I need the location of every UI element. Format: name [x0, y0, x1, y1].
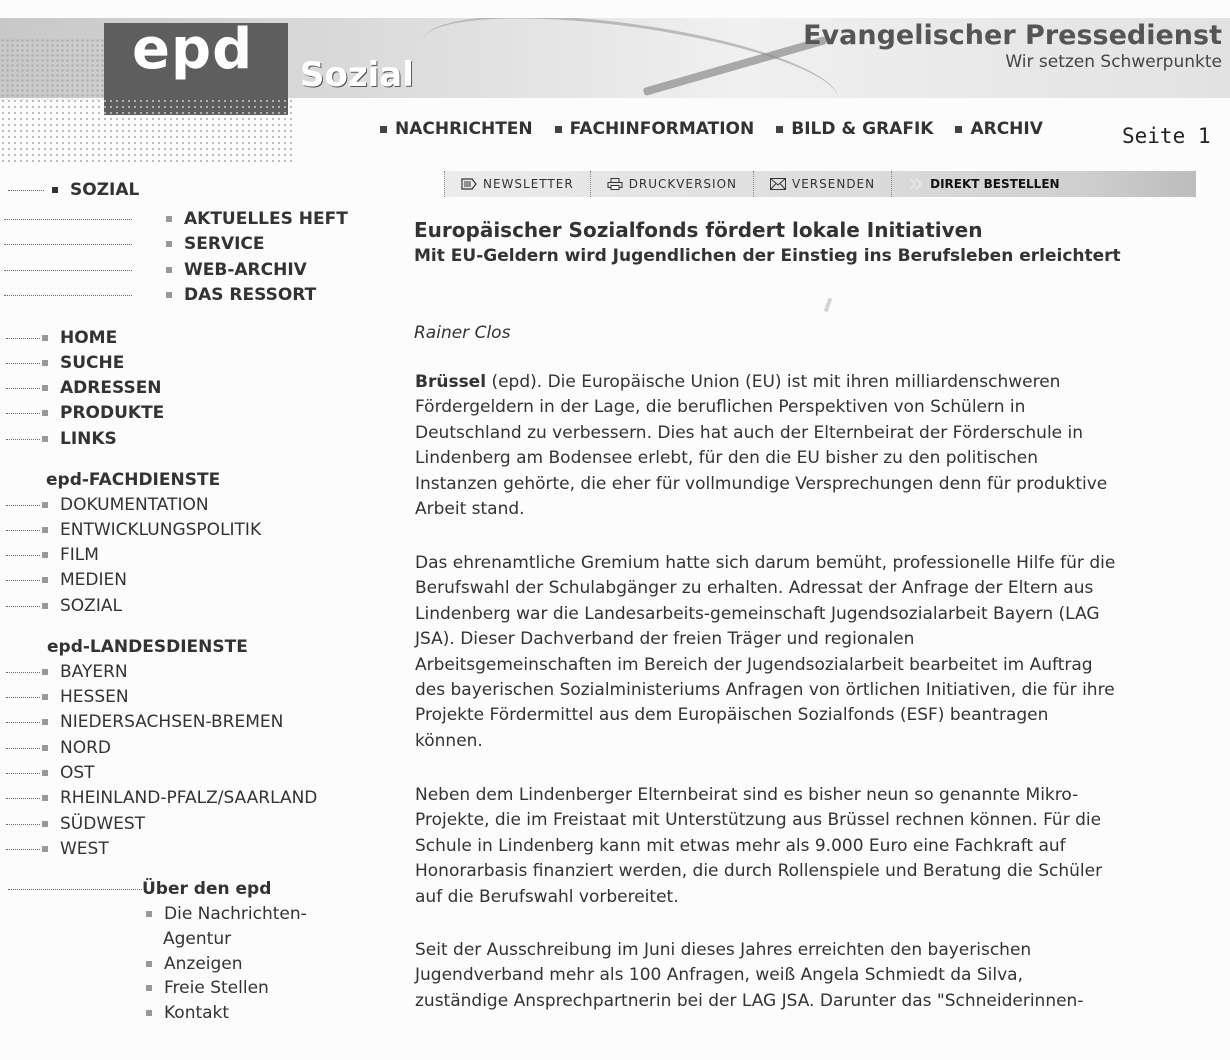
dotted-leader: [6, 824, 40, 825]
sidebar-label: ADRESSEN: [60, 378, 162, 398]
dotted-leader: [4, 295, 132, 296]
sidebar-label: NORD: [60, 738, 111, 758]
sidebar-item-adressen[interactable]: [6, 378, 162, 398]
sidebar-item-das-ressort[interactable]: [4, 285, 316, 305]
paragraph-line: Seit der Ausschreibung im Juni dieses Jahres erreichten den bayerischen: [415, 940, 1032, 960]
bullet-icon: [42, 410, 48, 416]
about-item-label: Kontakt: [164, 1003, 230, 1023]
send-button[interactable]: [753, 171, 891, 197]
sidebar-label: PRODUKTE: [60, 403, 165, 423]
bullet-icon: [380, 126, 387, 133]
sidebar-item-hessen[interactable]: [6, 687, 129, 707]
dotted-leader: [8, 889, 142, 890]
bullet-icon: [166, 241, 172, 247]
sidebar-label: SOZIAL: [70, 180, 140, 200]
bullet-icon: [42, 502, 48, 508]
sidebar-label: OST: [60, 763, 95, 783]
bullet-icon: [776, 126, 783, 133]
sidebar-label: DAS RESSORT: [184, 285, 317, 305]
print-version-button[interactable]: [590, 171, 753, 197]
dotted-leader: [6, 773, 40, 774]
sidebar-label: SÜDWEST: [60, 814, 146, 834]
sidebar-label: FILM: [60, 545, 99, 565]
fachdienste-heading: epd-FACHDIENSTE: [46, 470, 221, 490]
article-subtitle: Mit EU-Geldern wird Jugendlichen der Einstieg ins Berufsleben erleichtert: [414, 246, 1121, 266]
sidebar-label: SERVICE: [184, 234, 265, 254]
bullet-icon: [166, 292, 172, 298]
bullet-icon: [52, 187, 58, 193]
section-logo-text: Sozial: [300, 55, 414, 95]
dotted-leader: [4, 244, 132, 245]
nav-label: NACHRICHTEN: [395, 119, 533, 139]
sidebar-label: HOME: [60, 328, 118, 348]
article-title: Europäischer Sozialfonds fördert lokale Initiativen: [414, 218, 983, 242]
bullet-icon: [42, 527, 48, 533]
bullet-icon: [146, 1010, 152, 1016]
about-item-nachrichten-agentur-cont[interactable]: Agentur: [163, 929, 232, 949]
order-button[interactable]: [891, 171, 1075, 197]
dotted-leader: [6, 722, 40, 723]
main-navigation: [380, 119, 1043, 139]
bullet-icon: [42, 719, 48, 725]
sidebar-label: NIEDERSACHSEN-BREMEN: [60, 712, 284, 732]
nav-item-bild-grafik[interactable]: [776, 119, 933, 139]
paragraph-line: Deutschland zu verbessern. Dies hat auch der Elternbeirat der Förderschule in: [415, 422, 1084, 443]
about-item-label: Anzeigen: [164, 954, 243, 974]
sidebar-item-medien[interactable]: [6, 570, 127, 590]
sidebar-label: BAYERN: [60, 662, 128, 682]
about-item-anzeigen[interactable]: [144, 954, 243, 974]
dotted-leader: [6, 363, 40, 364]
about-heading[interactable]: [8, 879, 271, 899]
dotted-leader: [6, 672, 40, 673]
paragraph-line: Neben dem Lindenberger Elternbeirat sind es bisher neun so genannte Mikro-: [415, 785, 1079, 805]
bullet-icon: [955, 126, 962, 133]
bullet-icon: [146, 961, 152, 967]
sidebar-label: RHEINLAND-PFALZ/SAARLAND: [60, 788, 318, 808]
sidebar-label: AKTUELLES HEFT: [184, 209, 348, 229]
paragraph-line: Jugendverband mehr als 100 Anfragen, weiß Angela Schmiedt da Silva,: [415, 965, 1023, 986]
send-label: VERSENDEN: [792, 177, 876, 191]
sidebar-item-film[interactable]: [6, 545, 99, 565]
dotted-leader: [6, 439, 40, 440]
paragraph-line: auf die Berufswahl vorbereitet.: [415, 886, 679, 907]
bullet-icon: [42, 745, 48, 751]
nav-label: BILD & GRAFIK: [791, 119, 934, 139]
dotted-leader: [6, 697, 40, 698]
bullet-icon: [42, 770, 48, 776]
paragraph-line: Das ehrenamtliche Gremium hatte sich darum bemüht, professionelle Hilfe für die: [415, 553, 1116, 573]
bullet-icon: [42, 360, 48, 366]
bullet-icon: [166, 267, 172, 273]
sidebar-label: ENTWICKLUNGSPOLITIK: [60, 520, 262, 540]
bullet-icon: [42, 694, 48, 700]
dotted-leader: [6, 388, 40, 389]
printer-icon: [607, 178, 623, 190]
landesdienste-heading: epd-LANDESDIENSTE: [47, 637, 248, 657]
publisher-name: Evangelischer Pressedienst: [803, 20, 1222, 51]
page-number: Seite 1: [1122, 124, 1211, 148]
sidebar-item-dokumentation[interactable]: [6, 495, 209, 515]
paragraph-line: Arbeitsgemeinschaften im Bereich der Jugendsozialarbeit bearbeitet im Auftrag: [415, 654, 1093, 675]
article-dateline: Brüssel: [415, 372, 487, 392]
epd-logo[interactable]: epd: [132, 17, 254, 82]
dotted-leader: [6, 580, 40, 581]
bullet-icon: [42, 846, 48, 852]
bullet-icon: [146, 911, 152, 917]
paragraph-line: JSA). Dieser Dachverband der freien Träger und regionalen: [415, 629, 915, 650]
dotted-leader: [6, 849, 40, 850]
paragraph-line: Lindenberg war die Landesarbeits-gemeinschaft Jugendsozialarbeit Bayern (LAG: [415, 603, 1100, 624]
sidebar-item-entwicklungspolitik[interactable]: [6, 520, 261, 540]
bullet-icon: [42, 795, 48, 801]
bullet-icon: [42, 385, 48, 391]
double-chevron-right-icon: [908, 178, 924, 190]
sidebar-item-west[interactable]: [6, 839, 109, 859]
banner-dot-pattern: [0, 38, 120, 100]
sidebar-label: DOKUMENTATION: [60, 495, 209, 515]
paragraph-line: Lindenberg am Bodensee erlebt, für den die EU bisher zu den politischen: [415, 448, 1038, 469]
sidebar-item-aktuelles-heft[interactable]: [4, 209, 348, 229]
sidebar-item-suche[interactable]: [6, 353, 124, 373]
dotted-leader: [6, 505, 40, 506]
bullet-icon: [42, 577, 48, 583]
scan-smudge: [824, 298, 833, 313]
sidebar-item-links[interactable]: [6, 429, 117, 449]
bullet-icon: [555, 126, 562, 133]
sidebar-item-ost[interactable]: [6, 763, 95, 783]
paragraph-line: (epd). Die Europäische Union (EU) ist mit ihren milliardenschweren: [486, 372, 1061, 392]
about-item-nachrichten-agentur[interactable]: [144, 904, 307, 924]
sidebar-label: LINKS: [60, 429, 117, 449]
sidebar-item-nord[interactable]: [6, 738, 111, 758]
paragraph-line: Arbeit stand.: [415, 499, 525, 520]
article-paragraph-4: [415, 938, 1205, 1014]
bullet-icon: [146, 985, 152, 991]
publisher-tagline: Wir setzen Schwerpunkte: [1005, 52, 1222, 72]
article-paragraph-1: [415, 370, 1205, 522]
nav-label: FACHINFORMATION: [569, 119, 755, 139]
paragraph-line: des bayerischen Sozialministeriums Anfragen von örtlichen Initiativen, die für ihre: [415, 680, 1115, 701]
order-label: DIREKT BESTELLEN: [930, 177, 1060, 191]
sidebar-item-service[interactable]: [4, 234, 265, 254]
sidebar-label: WEST: [60, 839, 109, 859]
about-heading-label: Über den epd: [142, 879, 272, 899]
bullet-icon: [42, 436, 48, 442]
sidebar-label: SOZIAL: [60, 596, 122, 616]
nav-label: ARCHIV: [970, 119, 1043, 139]
about-item-freie-stellen[interactable]: [144, 978, 269, 998]
about-item-label: Freie Stellen: [164, 978, 269, 998]
dotted-leader: [6, 530, 40, 531]
dotted-leader: [6, 338, 40, 339]
paragraph-line: können.: [415, 730, 483, 751]
sidebar-item-sozial[interactable]: [8, 180, 139, 200]
sidebar-label: WEB-ARCHIV: [184, 260, 307, 280]
dotted-leader: [6, 606, 40, 607]
bullet-icon: [42, 335, 48, 341]
bullet-icon: [42, 552, 48, 558]
article-paragraph-3: [415, 783, 1205, 910]
bullet-icon: [42, 603, 48, 609]
paragraph-line: Instanzen gehörte, die eher für vollmundige Versprechungen denn für produktive: [415, 473, 1108, 494]
dotted-leader: [4, 270, 132, 271]
envelope-icon: [770, 178, 786, 190]
paragraph-line: Projekte Fördermittel aus dem Europäischen Sozialfonds (ESF) beantragen: [415, 705, 1049, 726]
sidebar-label: SUCHE: [60, 353, 125, 373]
dotted-leader: [4, 219, 132, 220]
sidebar-item-produkte[interactable]: [6, 403, 164, 423]
banner-swoosh-decoration: [416, 18, 845, 98]
about-item-label: Die Nachrichten-: [164, 904, 307, 924]
sidebar-item-bayern[interactable]: [6, 662, 128, 682]
dotted-leader: [6, 555, 40, 556]
paragraph-line: Fördergeldern in der Lage, die beruflichen Perspektiven von Schülern in: [415, 397, 1026, 418]
article-toolbar: [444, 171, 1196, 197]
sidebar-item-suedwest[interactable]: [6, 814, 145, 834]
dot-grid-decoration: [0, 98, 292, 164]
paragraph-line: Schule in Lindenberg kann mit etwas mehr als 9.000 Euro eine Fachkraft auf: [415, 835, 1066, 856]
about-item-kontakt[interactable]: [144, 1003, 229, 1023]
nav-item-nachrichten[interactable]: [380, 119, 533, 139]
dotted-leader: [6, 413, 40, 414]
sidebar-item-web-archiv[interactable]: [4, 260, 307, 280]
article-paragraph-2: [415, 551, 1205, 754]
sidebar-item-rheinland-pfalz-saarland[interactable]: [6, 788, 317, 808]
sidebar-item-home[interactable]: [6, 328, 117, 348]
dotted-leader: [6, 748, 40, 749]
bullet-icon: [166, 216, 172, 222]
print-version-label: DRUCKVERSION: [628, 177, 738, 191]
dotted-leader: [8, 190, 44, 191]
sidebar-label: MEDIEN: [60, 570, 127, 590]
paragraph-line: Honorarbasis finanziert werden, die durch Rollenspiele und Beratung die Schüler: [415, 861, 1103, 882]
newsletter-button[interactable]: [444, 171, 590, 197]
newsletter-label: NEWSLETTER: [483, 177, 574, 191]
sidebar-label: HESSEN: [60, 687, 129, 707]
bullet-icon: [42, 669, 48, 675]
article-author: Rainer Clos: [414, 323, 511, 343]
sidebar-item-fach-sozial[interactable]: [6, 596, 122, 616]
paragraph-line: Berufswahl der Schulabgänger zu erhalten. Adressat der Anfrage der Eltern aus: [415, 578, 1094, 599]
sidebar-item-niedersachsen-bremen[interactable]: [6, 712, 283, 732]
newsletter-icon: [461, 178, 477, 190]
bullet-icon: [42, 821, 48, 827]
nav-item-archiv[interactable]: [955, 119, 1042, 139]
paragraph-line: zuständige Ansprechpartnerin bei der LAG JSA. Darunter das "Schneiderinnen-: [415, 990, 1084, 1011]
nav-item-fachinformation[interactable]: [555, 119, 755, 139]
paragraph-line: Projekte, die im Freistaat mit Unterstützung aus Brüssel rechnen können. Für die: [415, 810, 1102, 831]
dotted-leader: [6, 798, 40, 799]
